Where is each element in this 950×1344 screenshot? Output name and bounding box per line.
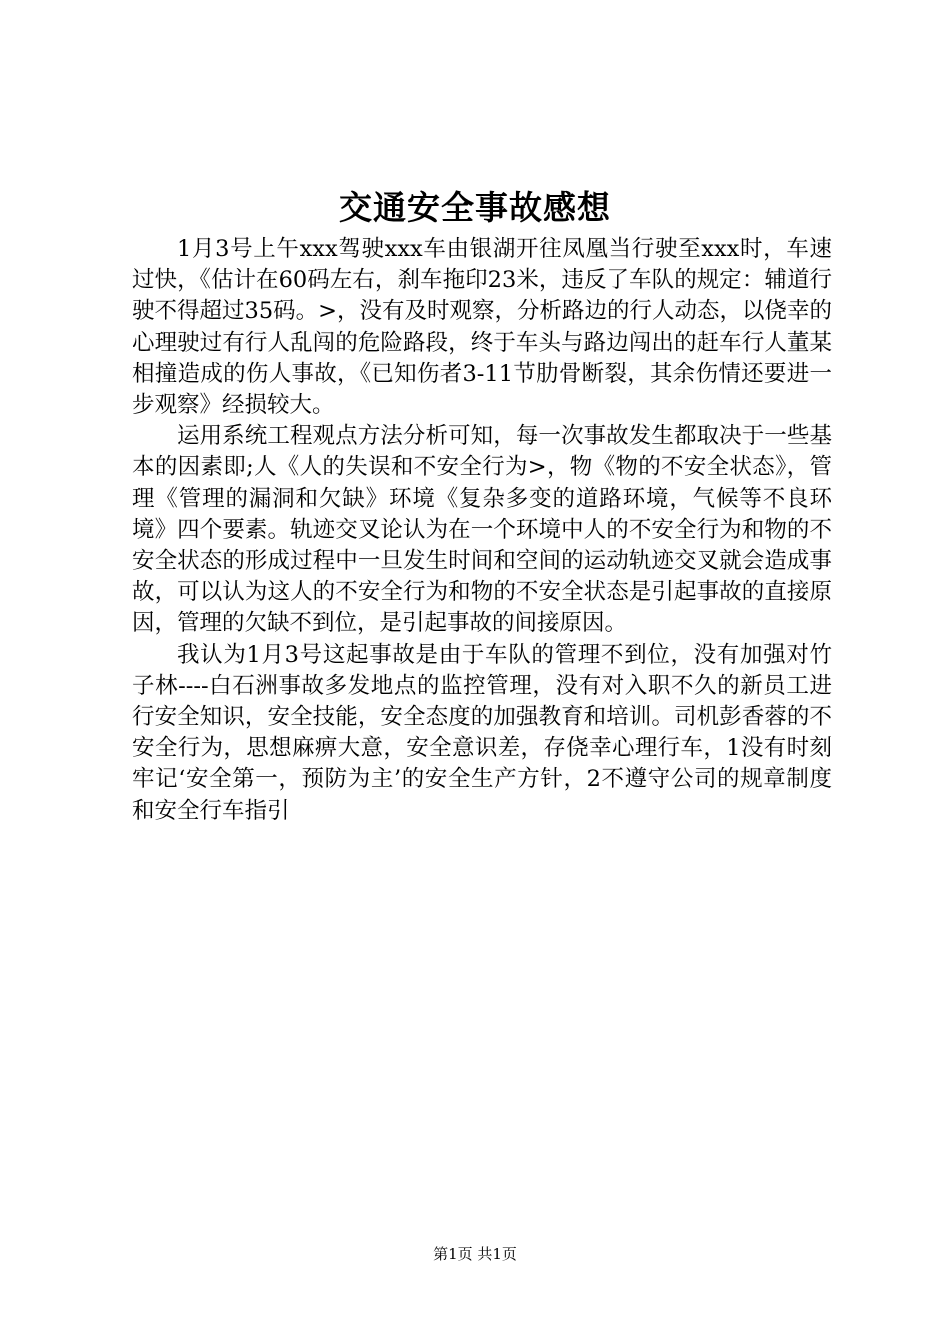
page-footer: 第1页 共1页 [433, 1245, 517, 1263]
paragraph-3: 我认为1月3号这起事故是由于车队的管理不到位，没有加强对竹子林----白石洲事故多发地点的监控管理，没有对入职不久的新员工进行安全知识，安全技能，安全态度的加强教育和培训。司机彭香蓉的不安全行为，思想麻痹大意，安全意识差，存侥幸心理行车，1没有时刻牢记‘安全第一，预防为主’的安全生产方针，2不遵守公司的规章制度和安全行车指引 [132, 641, 832, 824]
paragraph-1: 1月3号上午xxx驾驶xxx车由银湖开往凤凰当行驶至xxx时，车速过快，《估计在60码左右，刹车拖印23米，违反了车队的规定：辅道行驶不得超过35码。>，没有及时观察，分析路边的行人动态，以侥幸的心理驶过有行人乱闯的危险路段，终于车头与路边闯出的赶车行人董某相撞造成的伤人事故，《已知伤者3-11节肋骨断裂，其余伤情还要进一步观察》经损较大。 [132, 236, 832, 419]
document-body [132, 234, 832, 827]
document-title: 交通安全事故感想 [339, 188, 611, 227]
paragraph-2: 运用系统工程观点方法分析可知，每一次事故发生都取决于一些基本的因素即;人《人的失误和不安全行为>，物《物的不安全状态》，管理《管理的漏洞和欠缺》环境《复杂多变的道路环境，气候等不良环境》四个要素。轨迹交叉论认为在一个环境中人的不安全行为和物的不安全状态的形成过程中一旦发生时间和空间的运动轨迹交叉就会造成事故，可以认为这人的不安全行为和物的不安全状态是引起事故的直接原因，管理的欠缺不到位，是引起事故的间接原因。 [132, 423, 832, 637]
